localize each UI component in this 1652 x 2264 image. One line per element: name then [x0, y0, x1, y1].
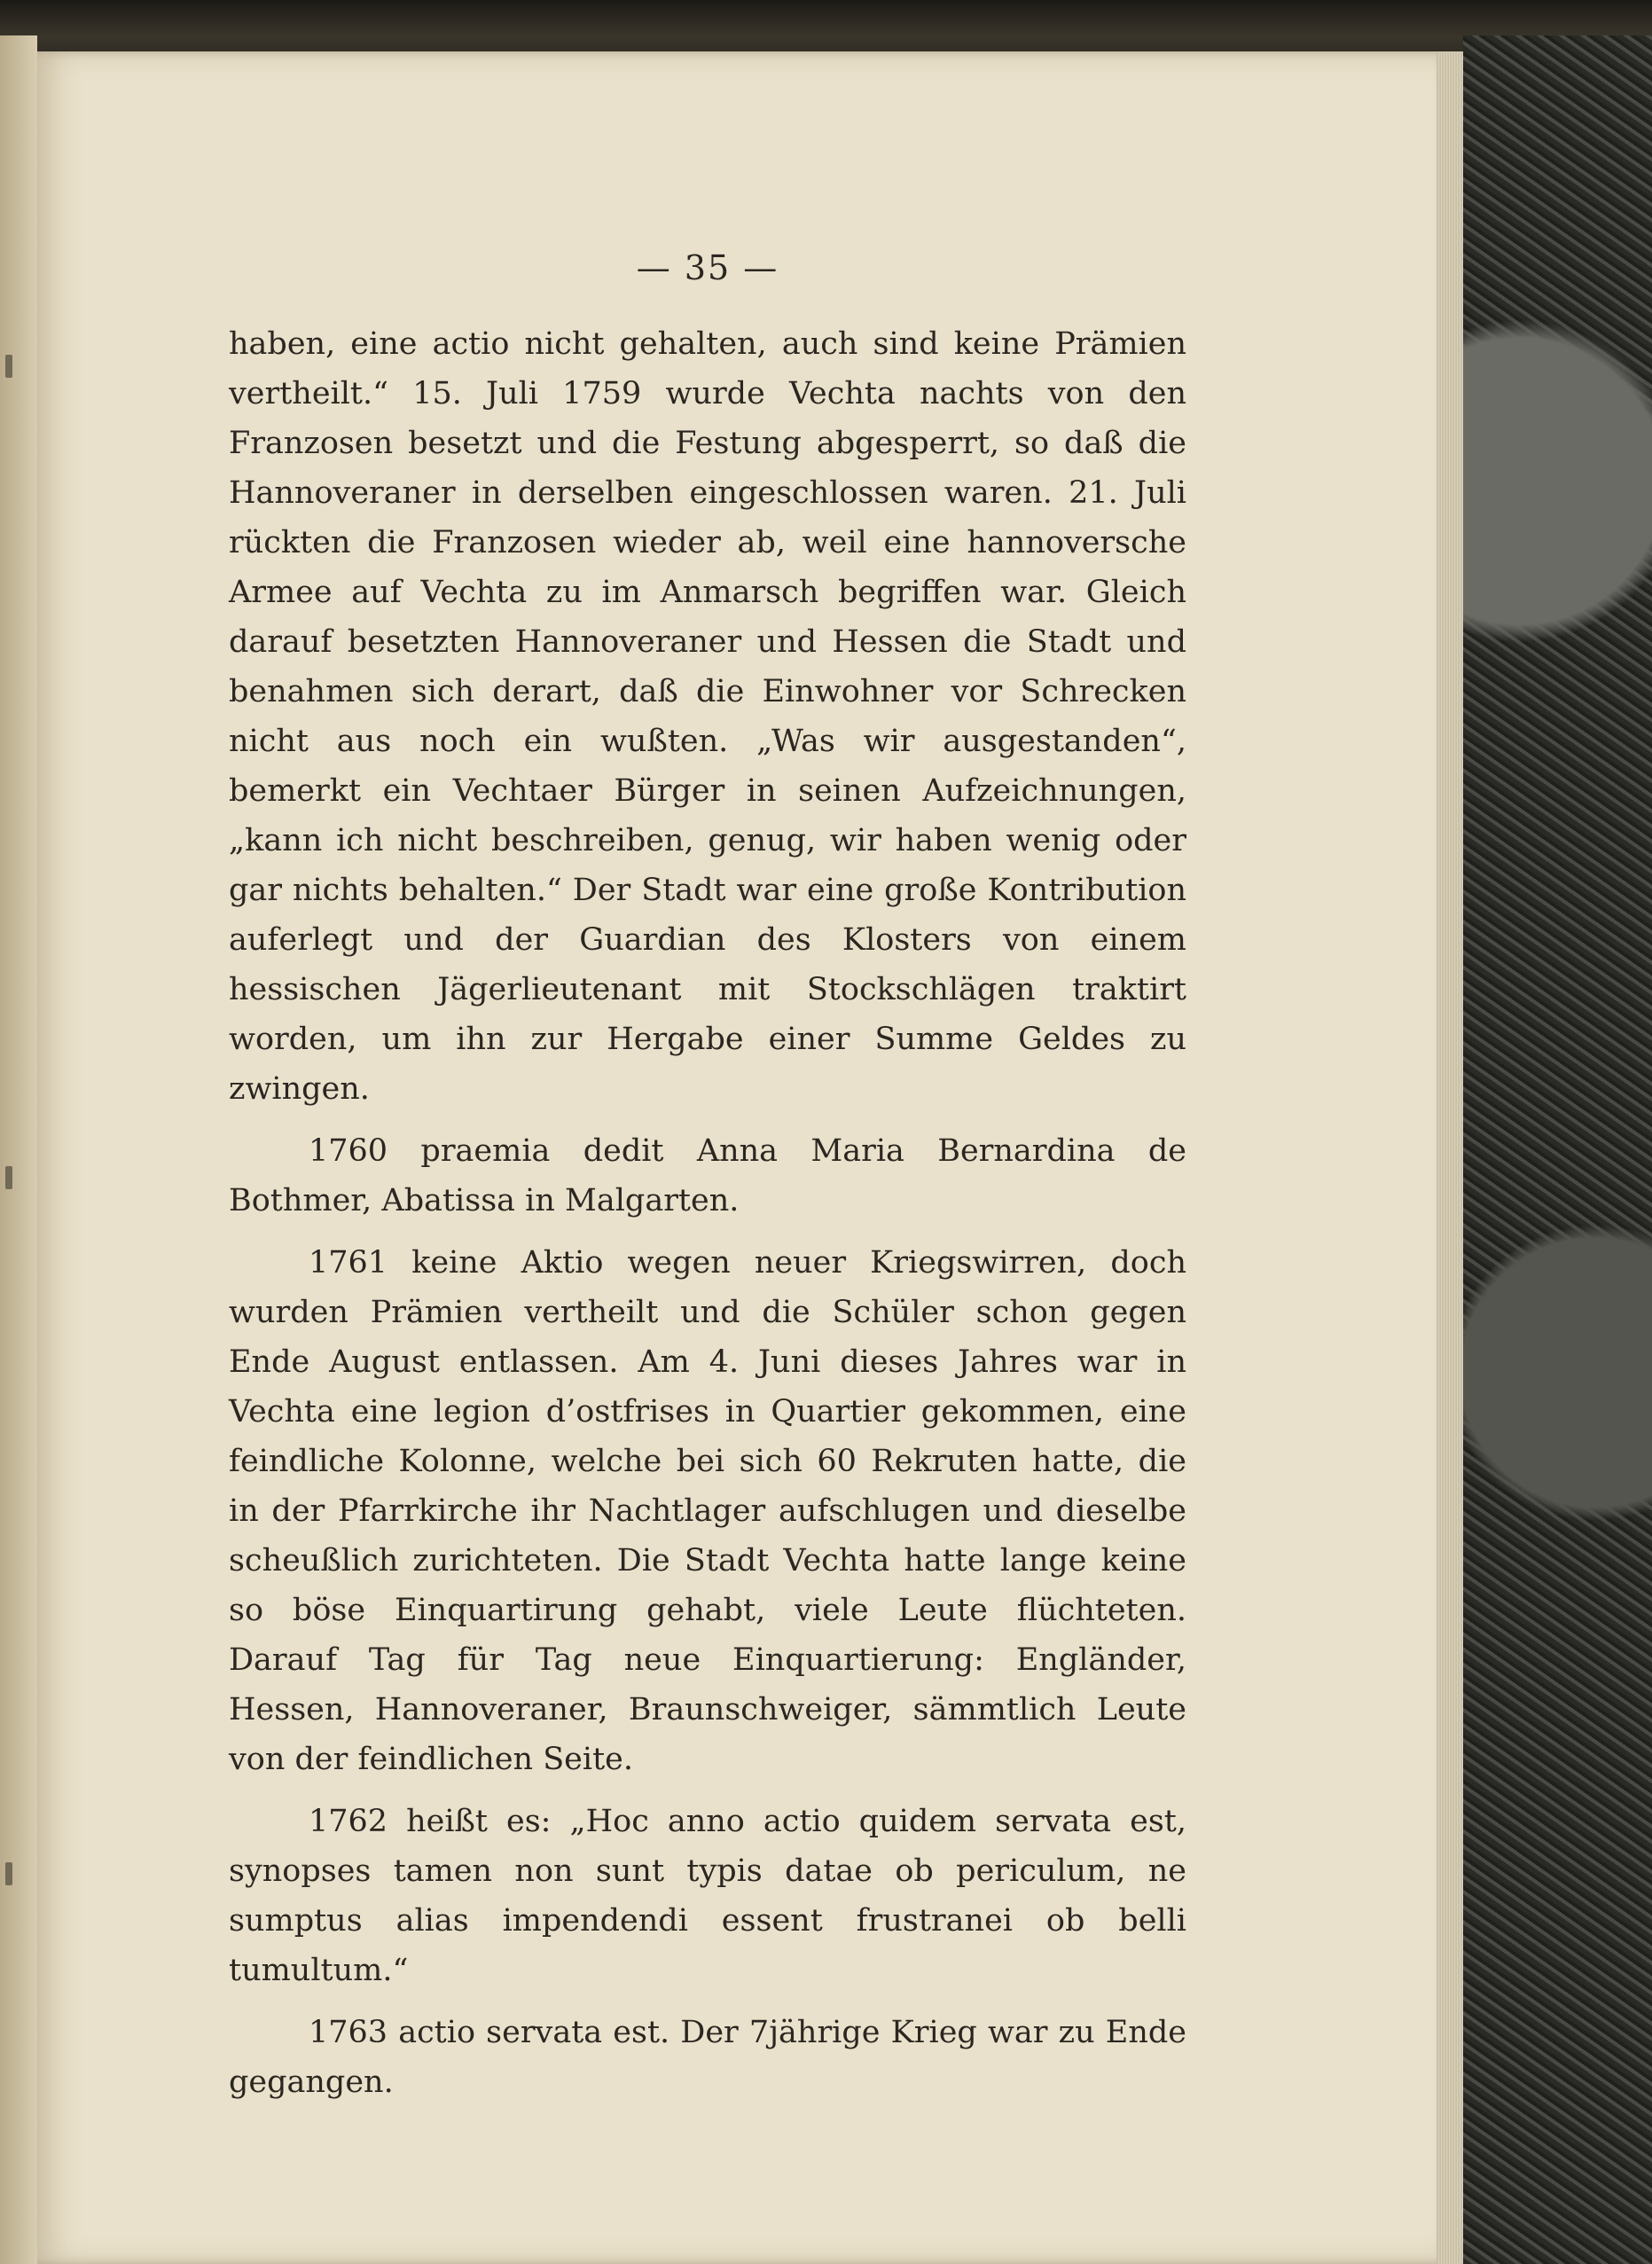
marbled-cover	[1463, 35, 1652, 2264]
page-number: — 35 —	[636, 248, 779, 287]
page-stack-edge	[1437, 51, 1463, 2264]
paragraph: 1761 keine Aktio wegen neuer Kriegswirren, doch wurden Prämien vertheilt und die Schüler schon gegen Ende August entlassen. Am 4. Juni dieses Jahres war in Vechta eine legion d’ostfrises in Quartier gekommen, eine feindliche Kolonne, welche bei sich 60 Rekruten hatte, die in der Pfarrkirche ihr Nachtlager aufschlugen und dieselbe scheußlich zurichteten. Die Stadt Vechta hatte lange keine so böse Einquartirung gehabt, viele Leute flüchteten. Darauf Tag für Tag neue Einquartierung: Engländer, Hessen, Hannoveraner, Braunschweiger, sämmtlich Leute von der feindlichen Seite.	[229, 1245, 1186, 1777]
left-page-edge	[0, 35, 37, 2264]
paragraph: haben, eine actio nicht gehalten, auch sind keine Prämien vertheilt.“ 15. Juli 1759 wurde Vechta nachts von den Franzosen besetzt und die Festung abgesperrt, so daß die Hannoveraner in derselben eingeschlossen waren. 21. Juli rückten die Franzosen wieder ab, weil eine hannoversche Armee auf Vechta zu im Anmarsch begriffen war. Gleich darauf besetzten Hannoveraner und Hessen die Stadt und benahmen sich derart, daß die Einwohner vor Schrecken nicht aus noch ein wußten. „Was wir ausgestanden“, bemerkt ein Vechtaer Bürger in seinen Aufzeichnungen, „kann ich nicht beschreiben, genug, wir haben wenig oder gar nichts behalten.“ Der Stadt war eine große Kontribution auferlegt und der Guardian des Klosters von einem hessischen Jägerlieutenant mit Stockschlägen traktirt worden, um ihn zur Hergabe einer Summe Geldes zu zwingen.	[229, 326, 1186, 1107]
margin-mark	[5, 1166, 12, 1189]
paragraph: 1762 heißt es: „Hoc anno actio quidem servata est, synopses tamen non sunt typis datae ob periculum, ne sumptus alias impendendi essent frustranei ob belli tumultum.“	[229, 1804, 1186, 1988]
page-content	[229, 319, 1186, 2107]
margin-mark	[5, 355, 12, 378]
paragraph: 1760 praemia dedit Anna Maria Bernardina de Bothmer, Abatissa in Malgarten.	[229, 1133, 1186, 1218]
paragraph: 1763 actio servata est. Der 7jährige Krieg war zu Ende gegangen.	[229, 2015, 1186, 2100]
margin-mark	[5, 1862, 12, 1885]
